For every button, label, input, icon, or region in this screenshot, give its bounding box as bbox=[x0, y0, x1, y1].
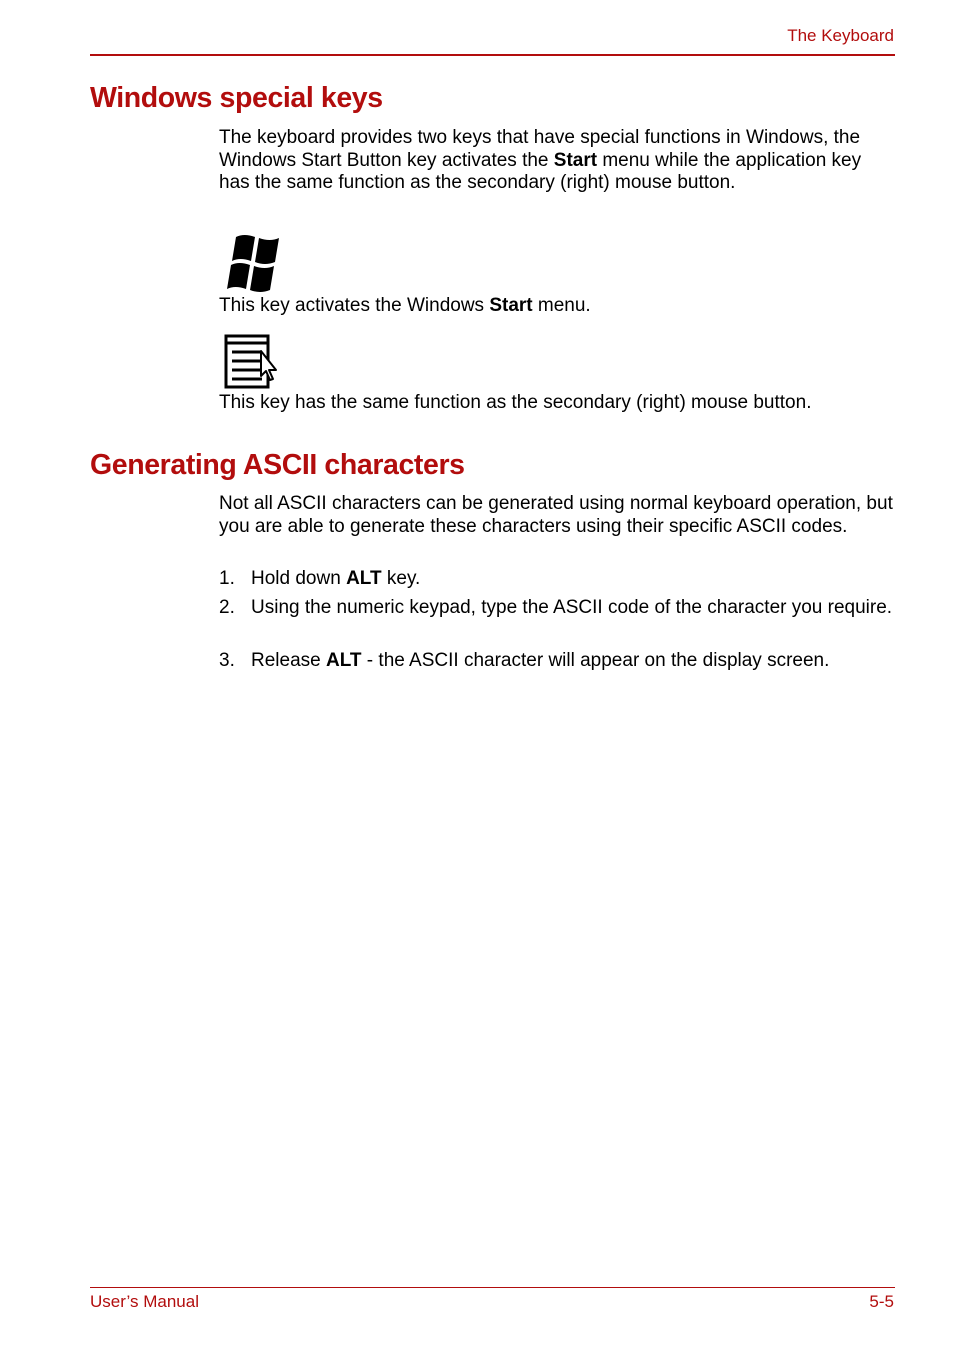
app-key-description: This key has the same function as the secondary (right) mouse button. bbox=[219, 392, 812, 413]
step-text-a: Using the numeric keypad, type the ASCII code of the character you require. bbox=[251, 597, 893, 618]
intro-text-bold: Start bbox=[553, 149, 598, 171]
step-text-bold: ALT bbox=[326, 650, 362, 671]
list-item-text bbox=[251, 597, 895, 620]
step-text-a: Hold down bbox=[251, 568, 347, 589]
running-header: The Keyboard bbox=[787, 26, 894, 45]
intro-text-b: menu while the application key has the same function as the secondary (right) mouse button. bbox=[219, 149, 862, 194]
windows-logo-icon bbox=[222, 233, 292, 295]
windows-key-text-b: menu. bbox=[532, 295, 591, 316]
list-item bbox=[219, 650, 895, 673]
list-item bbox=[219, 597, 895, 620]
windows-key-text-bold: Start bbox=[489, 295, 533, 316]
section-title-ascii: Generating ASCII characters bbox=[90, 449, 465, 481]
footer-rule bbox=[90, 1287, 895, 1288]
windows-key-text-a: This key activates the Windows bbox=[219, 295, 490, 316]
list-item-text bbox=[251, 650, 895, 673]
step-text-b: key. bbox=[381, 568, 421, 589]
section-title-windows-keys: Windows special keys bbox=[90, 82, 383, 114]
step-text-a: Release bbox=[251, 650, 326, 671]
header-rule bbox=[90, 54, 895, 56]
step-text-b: - the ASCII character will appear on the display screen. bbox=[361, 650, 830, 671]
list-item-number: 3. bbox=[219, 650, 235, 671]
list-item-text bbox=[251, 568, 895, 591]
windows-key-description bbox=[219, 295, 895, 318]
intro-text-a: The keyboard provides two keys that have special functions in Windows, the Windows Start Button key activates the bbox=[219, 127, 861, 171]
footer-manual-title: User’s Manual bbox=[90, 1292, 199, 1311]
windows-keys-intro bbox=[219, 127, 895, 195]
list-item-number: 2. bbox=[219, 597, 235, 618]
application-key-icon bbox=[222, 334, 278, 390]
step-text-bold: ALT bbox=[346, 568, 382, 589]
list-item-number: 1. bbox=[219, 568, 235, 589]
ascii-intro: Not all ASCII characters can be generated using normal keyboard operation, but you are able to generate these characters using their specific ASCII codes. bbox=[219, 493, 893, 537]
list-item bbox=[219, 568, 895, 591]
page-number: 5-5 bbox=[869, 1292, 894, 1311]
